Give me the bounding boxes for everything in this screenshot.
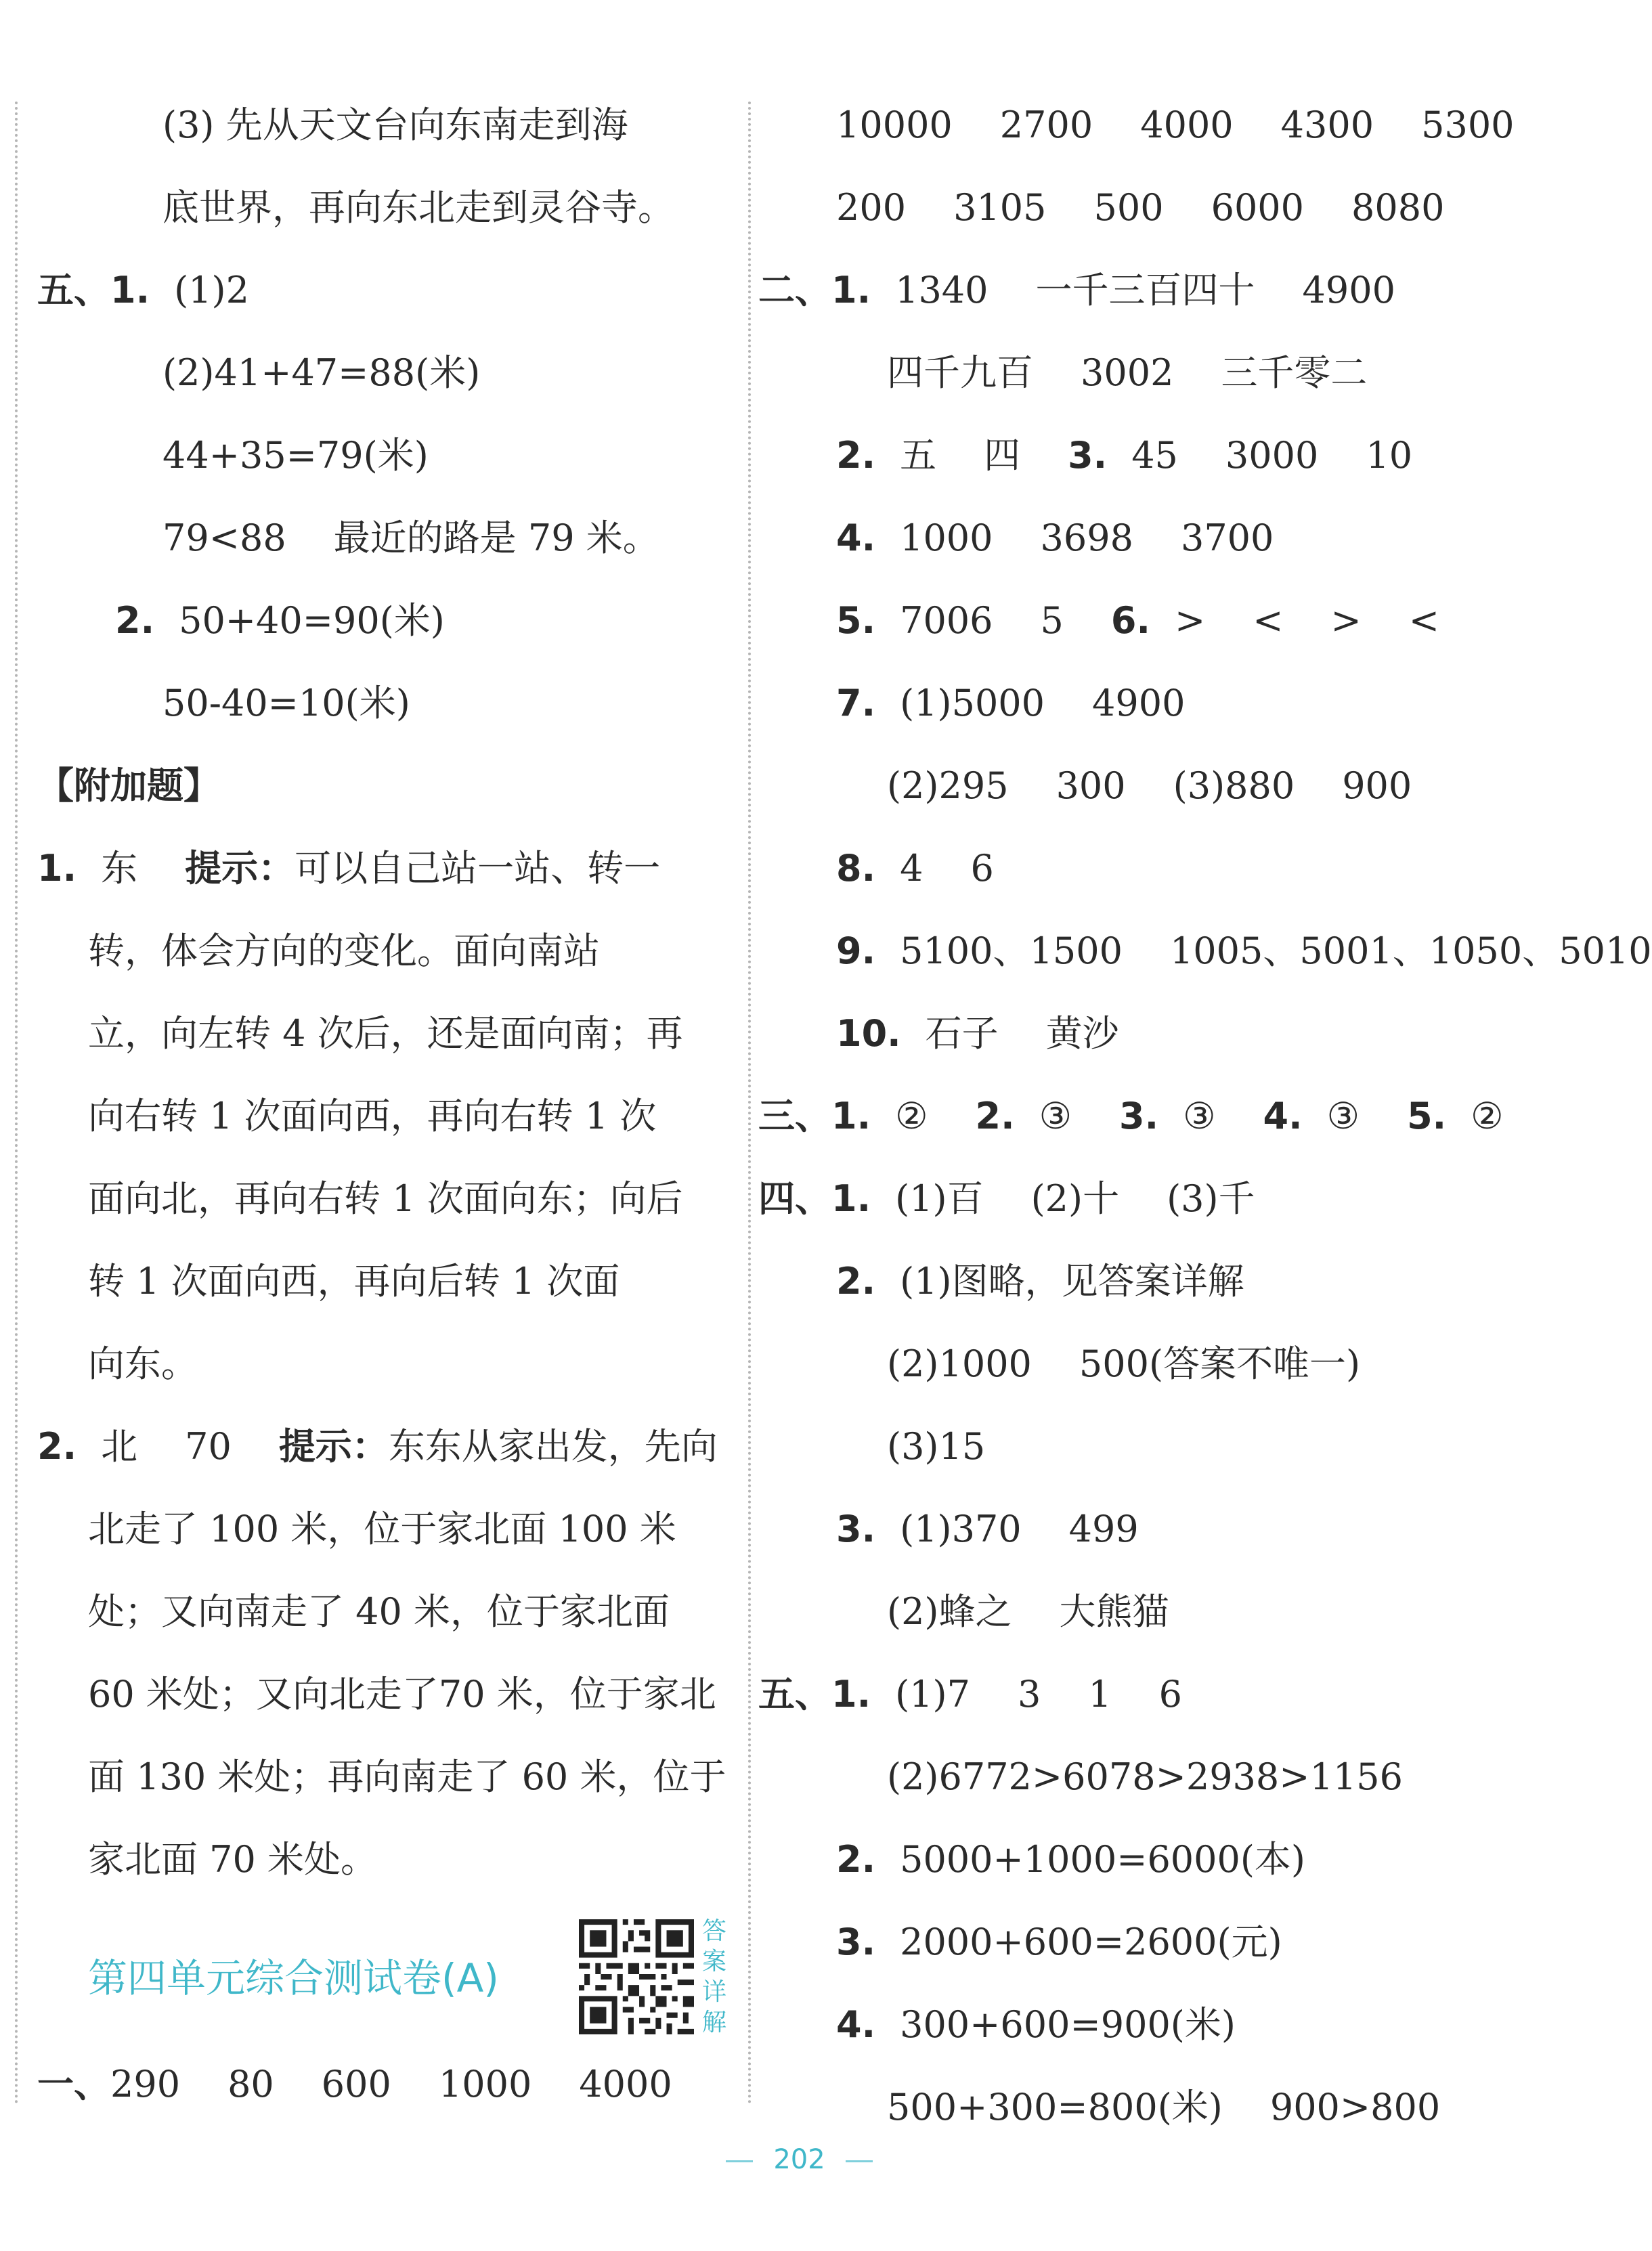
answer-line: 面 130 米处；再向南走了 60 米，位于 <box>88 1755 726 1798</box>
question-number: 4. <box>836 2003 876 2046</box>
answer-line: (2)41+47=88(米) <box>162 351 481 394</box>
answer-line: 二、1. 1340 一千三百四十 4900 <box>758 269 1395 311</box>
footer-dash <box>726 2160 753 2162</box>
hint-label: 提示： <box>185 847 295 890</box>
page-footer <box>0 2139 1599 2180</box>
answer-line: 10000 2700 4000 4300 5300 <box>836 104 1515 146</box>
answer-line: 2. 五 四 3. 45 3000 10 <box>836 434 1413 477</box>
answer-line: 5. 7006 5 6. > < > < <box>836 599 1439 642</box>
question-number: 4. <box>1263 1095 1303 1137</box>
answer-line: 底世界，再向东北走到灵谷寺。 <box>162 186 674 229</box>
answer-line: (3)15 <box>887 1425 986 1468</box>
answer-line: (2)6772>6078>2938>1156 <box>887 1755 1403 1798</box>
answer-line: 处；又向南走了 40 米，位于家北面 <box>88 1590 670 1633</box>
qr-label: 答案详解 <box>701 1917 726 2036</box>
answer-line: 四、1. (1)百 (2)十 (3)千 <box>758 1177 1255 1220</box>
answer-line: 2. 50+40=90(米) <box>115 599 445 642</box>
question-number: 10. <box>836 1012 901 1055</box>
answer-line: 3. (1)370 499 <box>836 1508 1139 1550</box>
qr-code-icon[interactable] <box>579 1919 694 2034</box>
question-number: 三、1. <box>758 1095 871 1137</box>
question-number: 二、1. <box>758 269 871 311</box>
question-number: 3. <box>836 1508 876 1550</box>
question-number: 6. <box>1110 599 1150 642</box>
section-title: 第四单元综合测试卷(A) <box>88 1955 499 2001</box>
question-number: 2. <box>975 1095 1015 1137</box>
answer-line: 10. 石子 黄沙 <box>836 1012 1119 1055</box>
question-number: 2. <box>836 434 876 477</box>
question-number: 3. <box>836 1921 876 1963</box>
answer-line: 向东。 <box>88 1342 198 1385</box>
answer-line: 2. 5000+1000=6000(本) <box>836 1838 1305 1881</box>
answer-line: 五、1. (1)7 3 1 6 <box>758 1673 1183 1715</box>
answer-line: 四千九百 3002 三千零二 <box>887 351 1368 394</box>
answer-line: 8. 4 6 <box>836 847 994 890</box>
question-number: 5. <box>836 599 876 642</box>
answer-line: 7. (1)5000 4900 <box>836 682 1186 724</box>
question-number: 2. <box>115 599 155 642</box>
answer-line: (3) 先从天文台向东南走到海 <box>162 104 628 146</box>
answer-line: (2)蜂之 大熊猫 <box>887 1590 1169 1633</box>
question-number: 1. <box>37 847 77 890</box>
question-number: 3. <box>1068 434 1108 477</box>
answer-line: 44+35=79(米) <box>162 434 429 477</box>
answer-line: 9. 5100、1500 1005、5001、1050、5010 <box>836 930 1652 972</box>
answer-line: 200 3105 500 6000 8080 <box>836 186 1445 229</box>
answer-line: 一、290 80 600 1000 4000 <box>37 2063 672 2105</box>
answer-line: 500+300=800(米) 900>800 <box>887 2086 1441 2128</box>
question-number: 8. <box>836 847 876 890</box>
answer-line: 家北面 70 米处。 <box>88 1838 378 1881</box>
answer-line: 4. 300+600=900(米) <box>836 2003 1236 2046</box>
answer-line: 立，向左转 4 次后，还是面向南；再 <box>88 1012 683 1055</box>
answer-line: 2. (1)图略，见答案详解 <box>836 1260 1244 1303</box>
page-number: 202 <box>773 2144 825 2175</box>
left-margin-dashed-line <box>15 102 18 2105</box>
answer-line: 50-40=10(米) <box>162 682 410 724</box>
answer-line: 北走了 100 米，位于家北面 100 米 <box>88 1508 676 1550</box>
question-number: 2. <box>836 1838 876 1881</box>
question-number: 3. <box>1119 1095 1159 1137</box>
answer-line: 五、1. (1)2 <box>37 269 249 311</box>
hint-label: 提示： <box>278 1425 389 1468</box>
question-number: 7. <box>836 682 876 724</box>
answer-line: 面向北，再向右转 1 次面向东；向后 <box>88 1177 683 1220</box>
column-divider-dashed-line <box>748 102 751 2105</box>
answer-line: 2. 北 70 提示：东东从家出发，先向 <box>37 1425 718 1468</box>
answer-line: 向右转 1 次面向西，再向右转 1 次 <box>88 1095 657 1137</box>
answer-line: 转 1 次面向西，再向后转 1 次面 <box>88 1260 620 1303</box>
question-number: 5. <box>1407 1095 1447 1137</box>
question-number: 2. <box>836 1260 876 1303</box>
answer-line: (2)295 300 (3)880 900 <box>887 764 1412 807</box>
answer-line: 3. 2000+600=2600(元) <box>836 1921 1282 1963</box>
question-number: 五、1. <box>758 1673 871 1715</box>
question-number: 2. <box>37 1425 77 1468</box>
answer-line: 60 米处；又向北走了70 米，位于家北 <box>88 1673 716 1715</box>
question-number: 4. <box>836 517 876 559</box>
footer-dash <box>846 2160 873 2162</box>
answer-line: 1. 东 提示：可以自己站一站、转一 <box>37 847 661 890</box>
answer-line: 79<88 最近的路是 79 米。 <box>162 517 659 559</box>
answer-line: 三、1. ② 2. ③ 3. ③ 4. ③ 5. ② <box>758 1095 1504 1137</box>
question-number: 五、1. <box>37 269 150 311</box>
answer-line: 转，体会方向的变化。面向南站 <box>88 930 600 972</box>
question-number: 一、 <box>37 2063 110 2105</box>
question-number: 四、1. <box>758 1177 871 1220</box>
answer-line: 4. 1000 3698 3700 <box>836 517 1274 559</box>
answer-line: (2)1000 500(答案不唯一) <box>887 1342 1361 1385</box>
question-number: 9. <box>836 930 876 972</box>
bonus-heading: 【附加题】 <box>37 764 220 807</box>
